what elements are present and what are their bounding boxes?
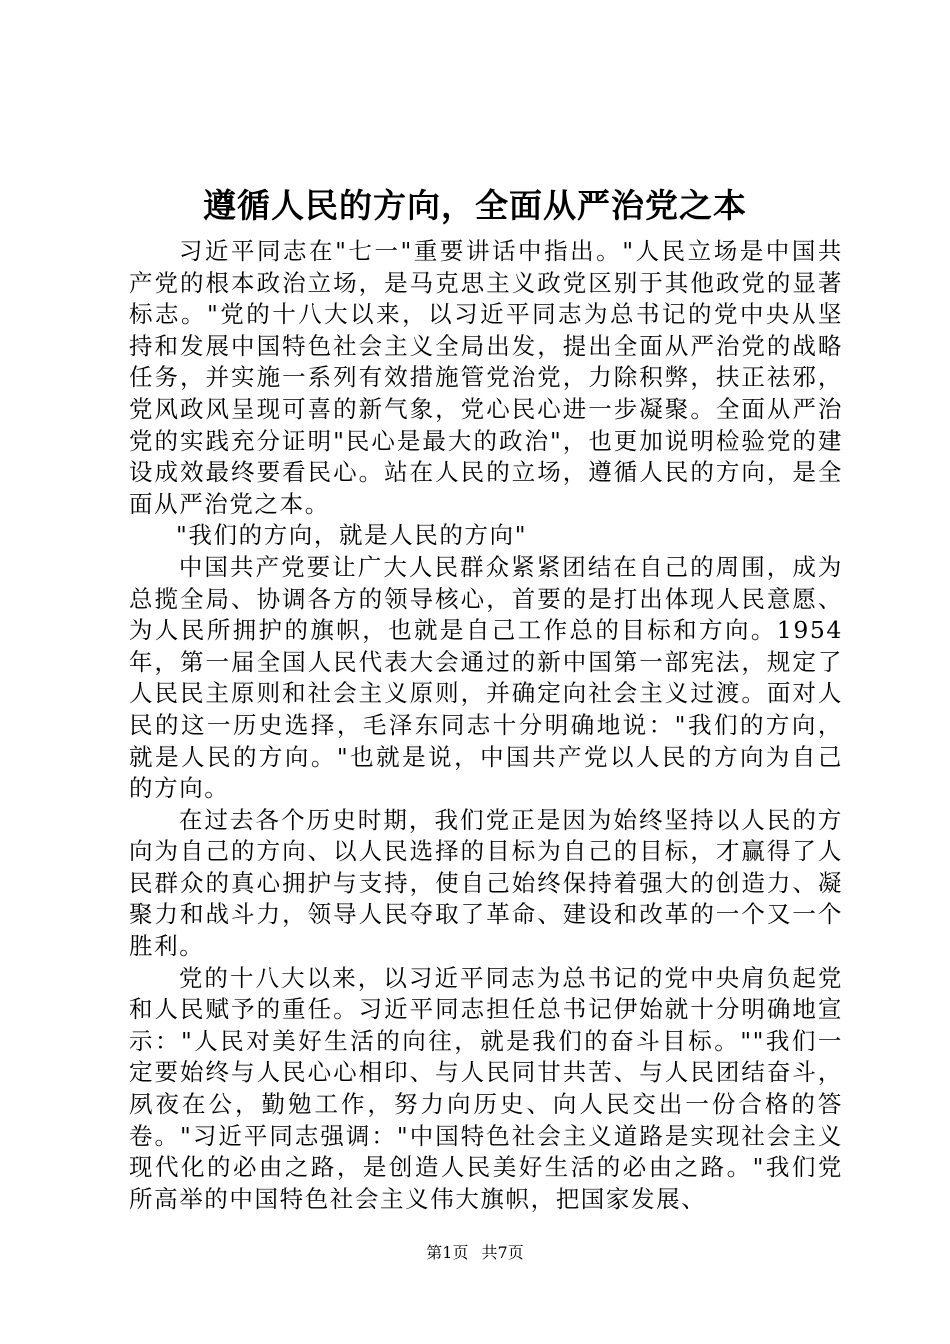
page-footer [0, 1243, 950, 1263]
document-title: 遵循人民的方向，全面从严治党之本 [203, 186, 747, 225]
page-number-total: 共7页 [481, 1243, 524, 1262]
section-heading: "我们的方向，就是人民的方向" [176, 521, 528, 550]
paragraph-2: 中国共产党要让广大人民群众紧紧团结在自己的周围，成为总揽全局、协调各方的领导核心，首要的是打出体现人民意愿、为人民所拥护的旗帜，也就是自己工作总的目标和方向。1954年，第一届全国人民代表大会通过的新中国第一部宪法，规定了人民民主原则和社会主义原则，并确定向社会主义过渡。面对人民的这一历史选择，毛泽东同志十分明确地说："我们的方向，就是人民的方向。"也就是说，中国共产党以人民的方向为自己的方向。 [129, 552, 843, 803]
page-number-current: 第1页 [426, 1243, 469, 1262]
paragraph-1: 习近平同志在"七一"重要讲话中指出。"人民立场是中国共产党的根本政治立场，是马克思主义政党区别于其他政党的显著标志。"党的十八大以来，以习近平同志为总书记的党中央从坚持和发展中国特色社会主义全局出发，提出全面从严治党的战略任务，并实施一系列有效措施管党治党，力除积弊，扶正祛邪，党风政风呈现可喜的新气象，党心民心进一步凝聚。全面从严治党的实践充分证明"民心是最大的政治"，也更加说明检验党的建设成效最终要看民心。站在人民的立场，遵循人民的方向，是全面从严治党之本。 [129, 237, 843, 518]
paragraph-4: 党的十八大以来，以习近平同志为总书记的党中央肩负起党和人民赋予的重任。习近平同志担任总书记伊始就十分明确地宣示："人民对美好生活的向往，就是我们的奋斗目标。""我们一定要始终与人民心心相印、与人民同甘共苦、与人民团结奋斗，夙夜在公，勤勉工作，努力向历史、向人民交出一份合格的答卷。"习近平同志强调："中国特色社会主义道路是实现社会主义现代化的必由之路，是创造人民美好生活的必由之路。"我们党所高举的中国特色社会主义伟大旗帜，把国家发展、 [129, 963, 843, 1213]
document-body [129, 236, 843, 1215]
paragraph-3: 在过去各个历史时期，我们党正是因为始终坚持以人民的方向为自己的方向、以人民选择的目标为自己的目标，才赢得了人民群众的真心拥护与支持，使自己始终保持着强大的创造力、凝聚力和战斗力，领导人民夺取了革命、建设和改革的一个又一个胜利。 [129, 805, 843, 961]
